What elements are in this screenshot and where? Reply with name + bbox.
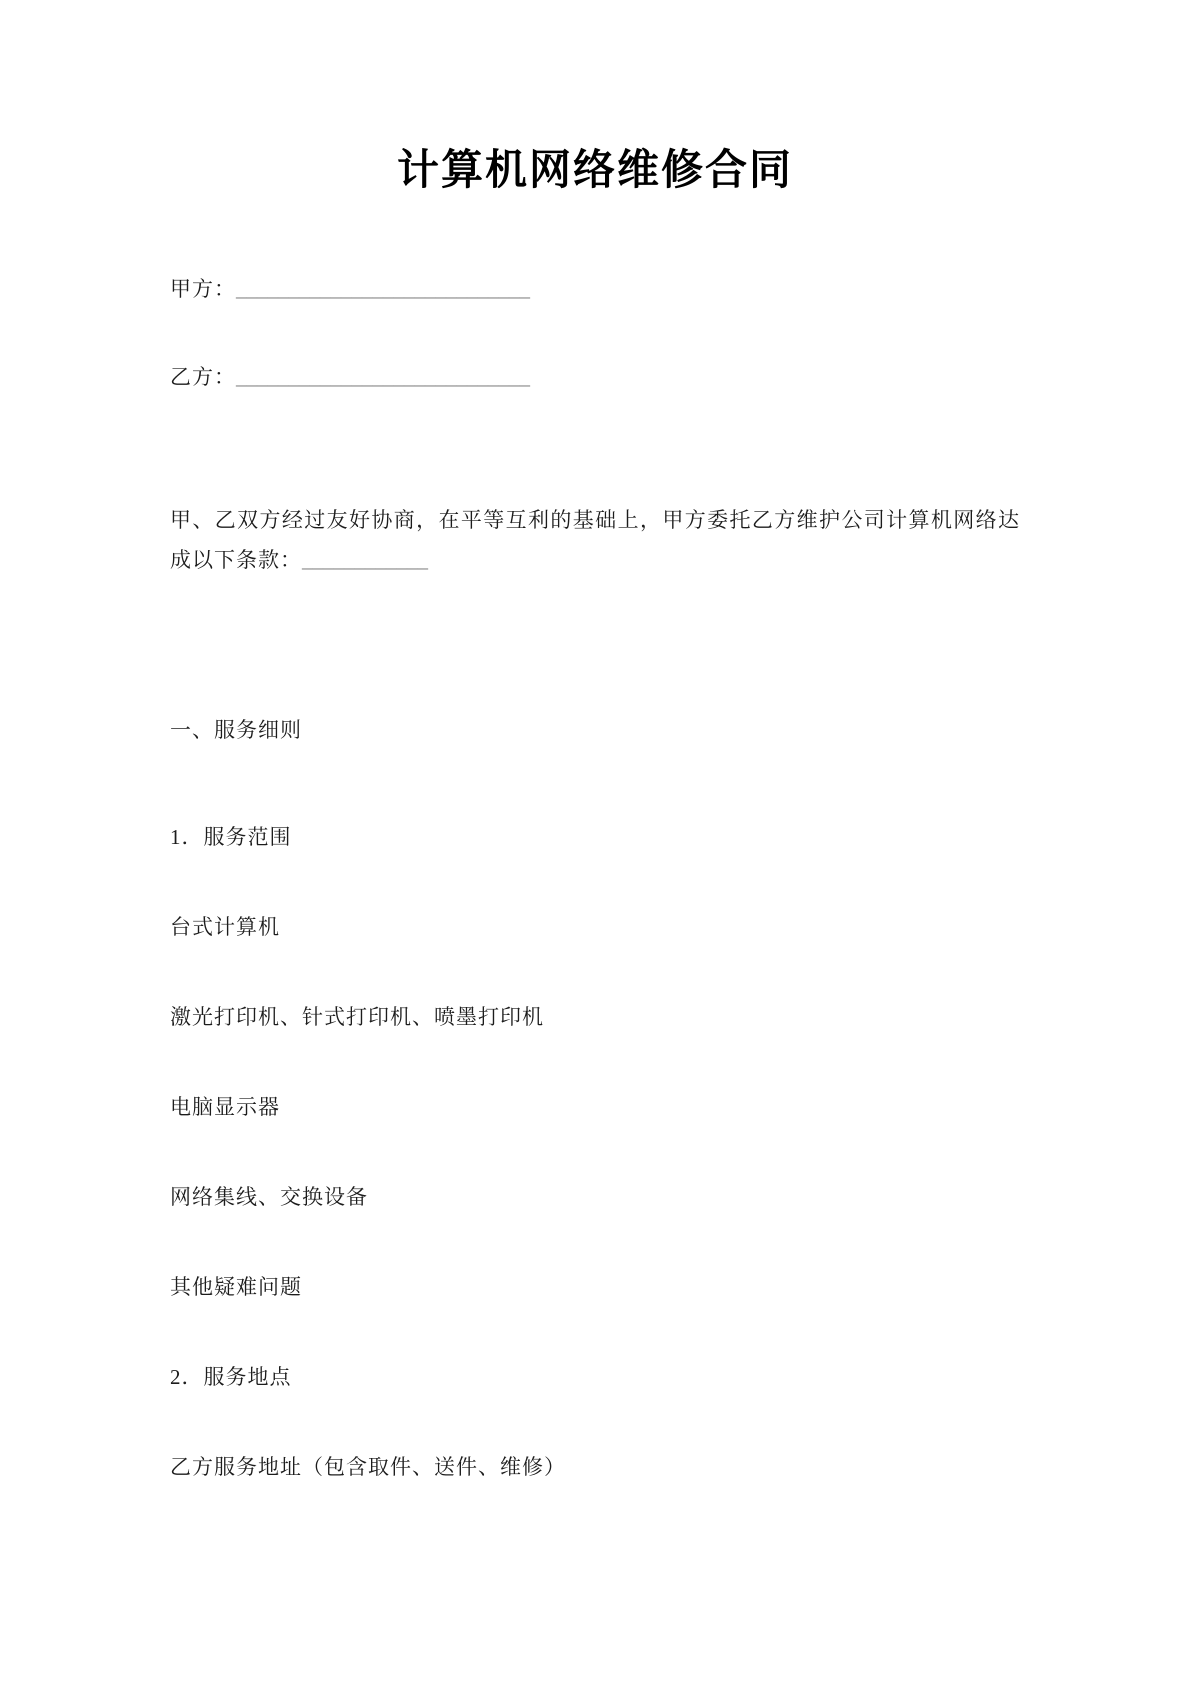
party-a-label: 甲方： — [170, 277, 236, 301]
party-a-blank-line: ____________________________ — [236, 277, 530, 301]
service-scope-item: 其他疑难问题 — [170, 1275, 302, 1299]
intro-text: 甲、乙双方经过友好协商，在平等互利的基础上，甲方委托乙方维护公司计算机网络达成以下条款： — [170, 508, 1020, 572]
party-b-label: 乙方： — [170, 365, 236, 389]
party-b-line — [170, 362, 1020, 392]
intro-paragraph — [170, 500, 1020, 580]
section-1-heading: 一、服务细则 — [170, 718, 302, 742]
clause-2-heading: 2．服务地点 — [170, 1365, 292, 1389]
party-b-blank-line: ____________________________ — [236, 365, 530, 389]
service-location-item: 乙方服务地址（包含取件、送件、维修） — [170, 1455, 566, 1479]
service-scope-item: 网络集线、交换设备 — [170, 1185, 368, 1209]
service-scope-item: 激光打印机、针式打印机、喷墨打印机 — [170, 1005, 544, 1029]
document-title: 计算机网络维修合同 — [396, 148, 793, 194]
service-scope-item: 电脑显示器 — [170, 1095, 280, 1119]
intro-blank-line: ____________ — [302, 548, 428, 572]
clause-1-heading: 1．服务范围 — [170, 825, 292, 849]
service-scope-item: 台式计算机 — [170, 915, 280, 939]
party-a-line — [170, 274, 1020, 304]
